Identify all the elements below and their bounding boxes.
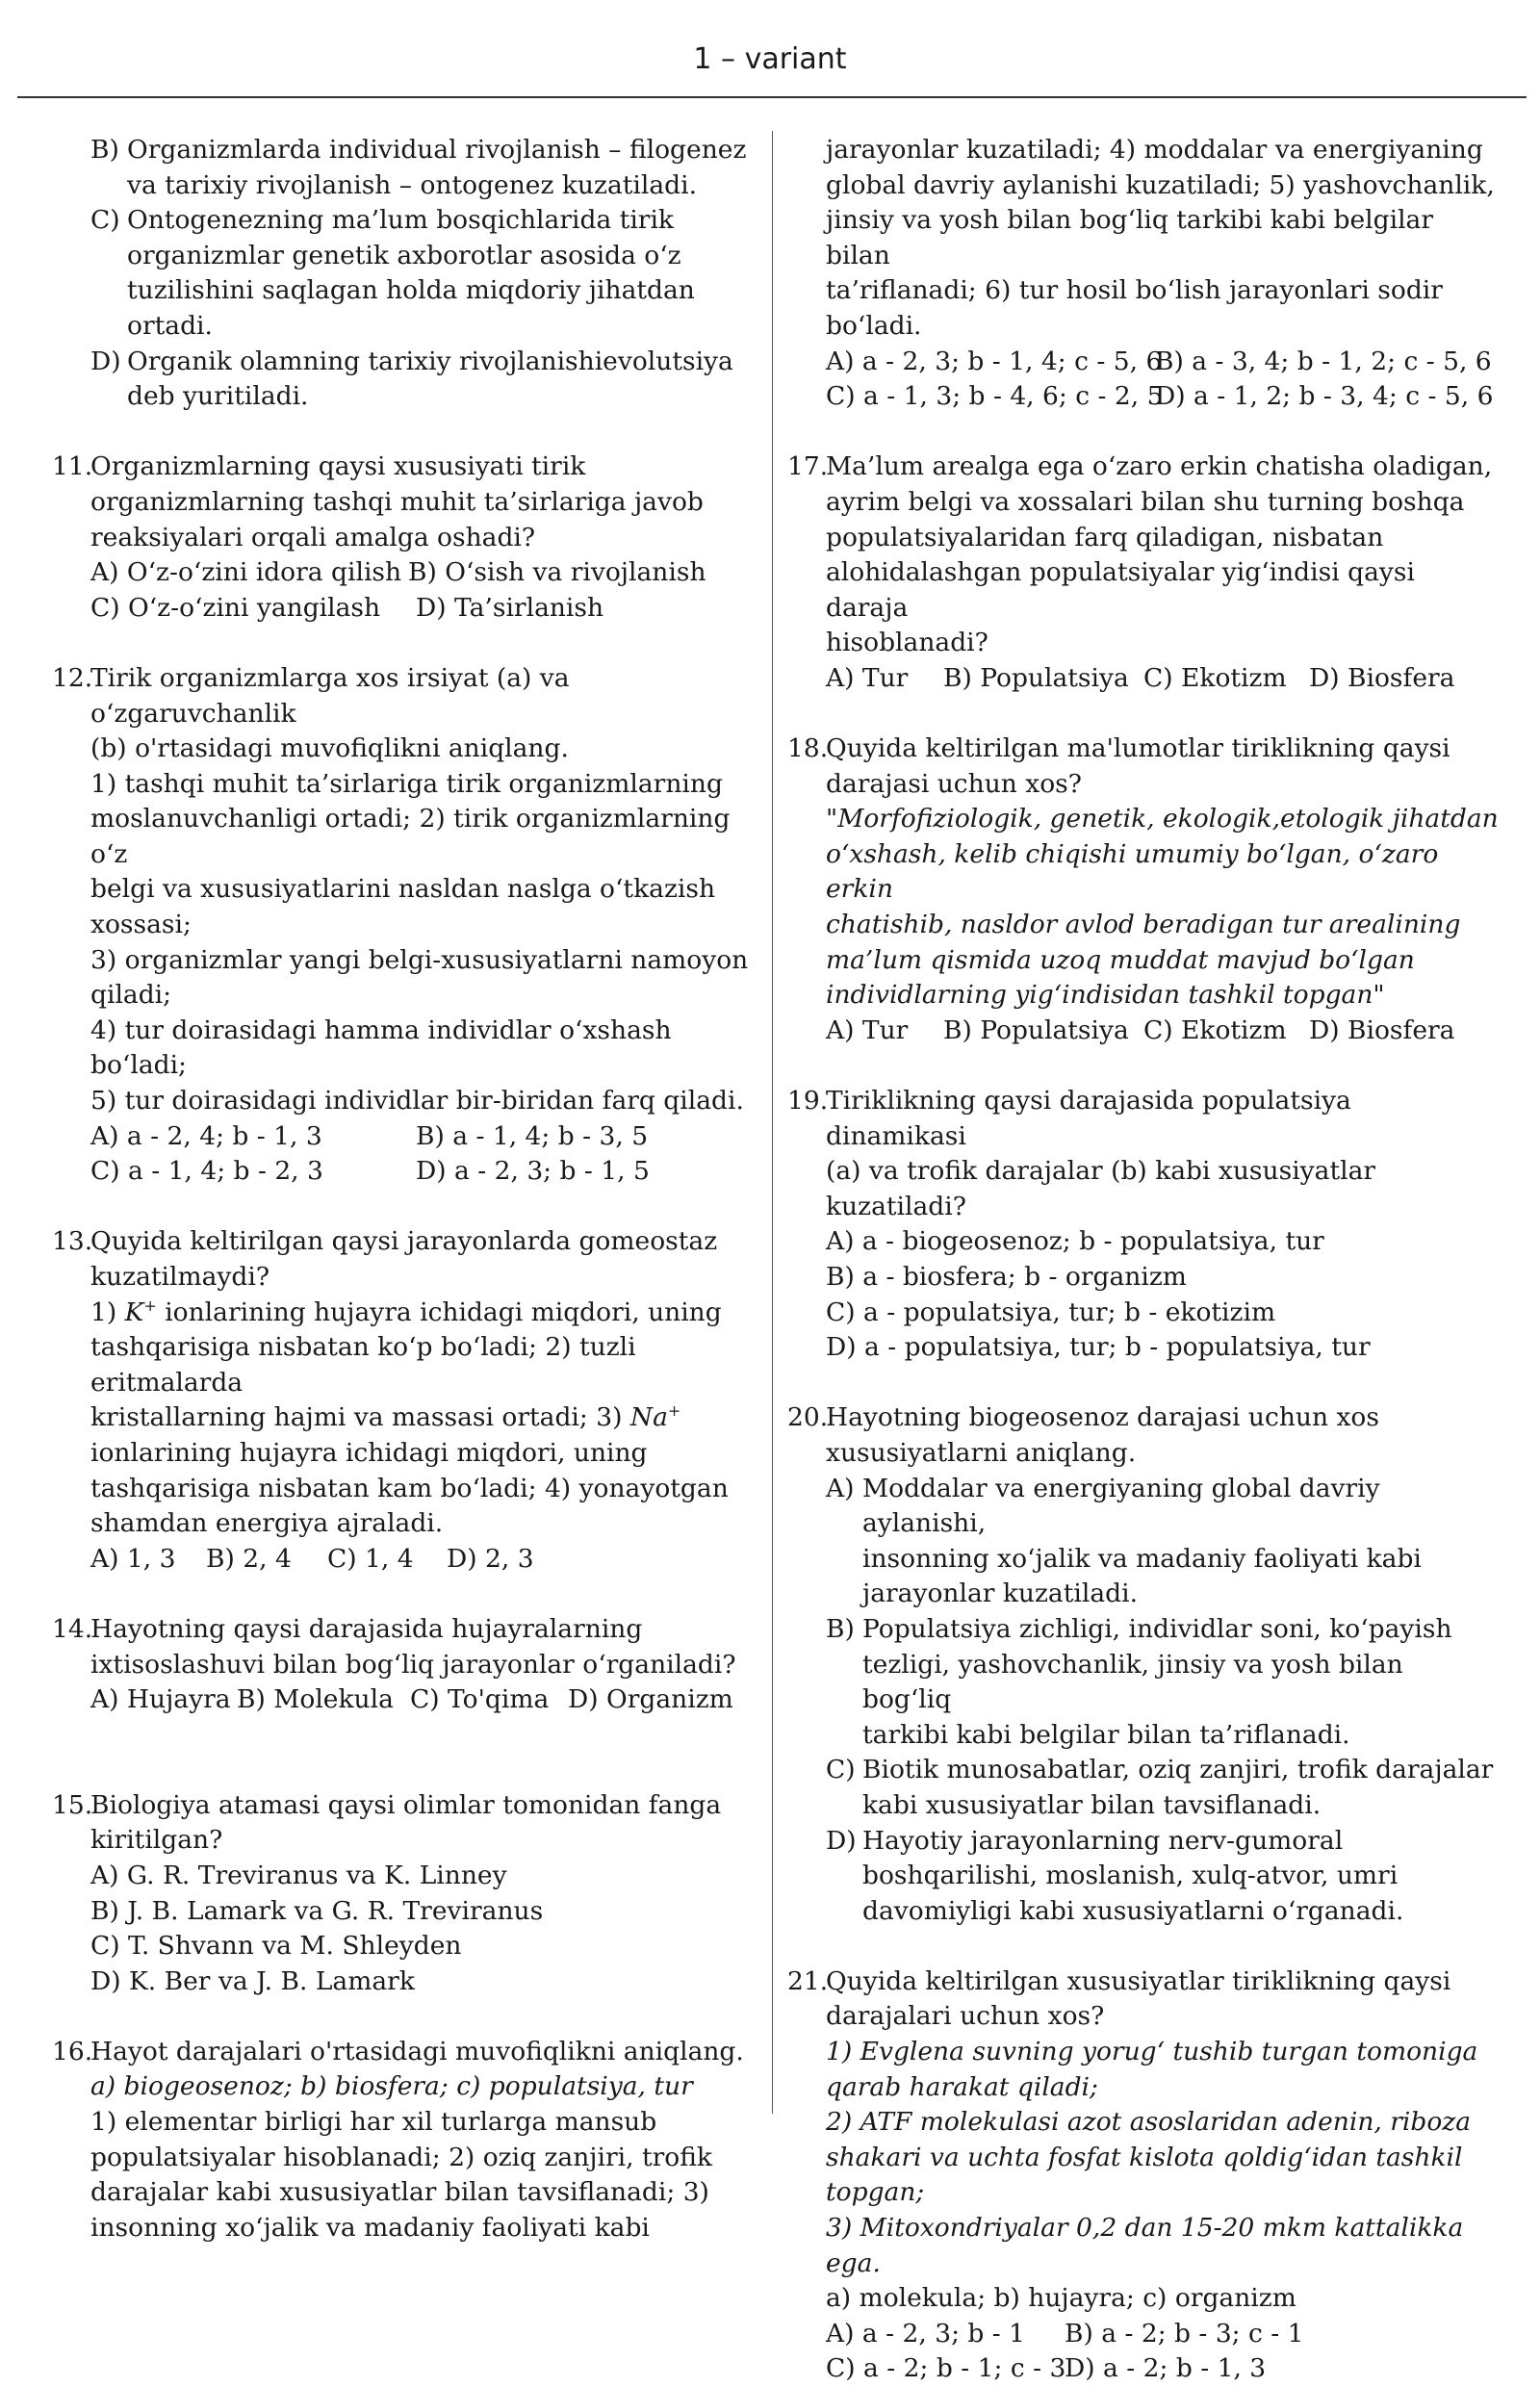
question-20: 20. Hayotning biogeosenoz darajasi uchun xos xususiyatlarni aniqlang. A) Moddalar va energiyaning global davriy aylanishi, insonning xo‘jalik va madaniy faoliyati kabi jarayonlar kuzatiladi. B) Populatsiya zichligi, individlar soni, ko‘payish tezligi, yashovchanlik, jinsiy va yosh bilan bog‘liq tarkibi kabi belgilar bilan ta’riflanadi. C) Biotik munosabatlar, oziq zanjiri, trofik darajalar kabi xususiyatlar bilan tavsiflanadi. D) Hayotiy jarayonlarning nerv-gumoral boshqarilishi, moslanish, xulq-atvor, umri davomiyligi kabi xususiyatlarni o‘rganadi. — [787, 1400, 1500, 1929]
answer-option[interactable]: C) T. Shvann va M. Shleyden — [90, 1931, 462, 1962]
answer-option[interactable]: A) O‘z-o‘zini idora qilish — [90, 557, 402, 588]
answer-option[interactable]: C) a - 1, 4; b - 2, 3 — [90, 1156, 323, 1187]
question-number: 19. — [787, 1086, 829, 1116]
question-number: 18. — [787, 733, 829, 764]
answer-option[interactable]: B) a - 3, 4; b - 1, 2; c - 5, 6 — [1155, 346, 1492, 376]
question-number: 20. — [787, 1402, 829, 1433]
answer-option[interactable]: B) Molekula — [237, 1684, 394, 1715]
question-10-continued — [52, 133, 755, 415]
answer-option[interactable]: D) a - 1, 2; b - 3, 4; c - 5, 6 — [1155, 381, 1494, 412]
sodium-symbol: Na — [629, 1402, 668, 1433]
answer-option[interactable]: B) a - 2; b - 3; c - 1 — [1065, 2318, 1304, 2348]
answer-option[interactable]: D) Biosfera — [1309, 662, 1455, 693]
answer-option[interactable]: C) Ekotizm — [1143, 662, 1287, 693]
answer-option[interactable]: D) Organizm — [568, 1684, 733, 1715]
potassium-symbol: K — [124, 1296, 144, 1327]
answer-option[interactable]: B) Populatsiya — [943, 1014, 1129, 1045]
question-15: 15. Biologiya atamasi qaysi olimlar tomonidan fanga kiritilgan? A) G. R. Treviranus va K. Linney B) J. B. Lamark va G. R. Treviranus C) T. Shvann va M. Shleyden D) K. Ber va J. B. Lamark — [52, 1788, 755, 2000]
answer-option[interactable]: D) Biosfera — [1309, 1014, 1455, 1045]
answer-option[interactable]: C) Ekotizm — [1143, 1014, 1287, 1045]
question-number: 21. — [787, 1965, 829, 1996]
question-13: 13. Quyida keltirilgan qaysi jarayonlarda gomeostaz kuzatilmaydi? 1) K+ ionlarining hujayra ichidagi miqdori, uning tashqarisiga nisbatan ko‘p bo‘ladi; 2) tuzli eritmalarda kristallarning hajmi va massasi ortadi; 3) Na+ ionlarining hujayra ichidagi miqdori, uning tashqarisiga nisbatan kam bo‘ladi; 4) yonayotgan shamdan energiya ajraladi. A) 1, 3 B) 2, 4 C) 1, 4 D) 2, 3 — [52, 1224, 755, 1577]
answer-option[interactable]: D) a - populatsiya, tur; b - populatsiya, tur — [826, 1332, 1371, 1363]
column-divider — [772, 131, 773, 2114]
answer-option[interactable]: B) a - 1, 4; b - 3, 5 — [416, 1120, 649, 1151]
answer-option[interactable]: C) 1, 4 — [327, 1543, 414, 1574]
question-number: 14. — [52, 1613, 93, 1644]
option-d: D) Organik olamning tarixiy rivojlanishievolutsiya deb yuritiladi. — [90, 346, 733, 412]
answer-option[interactable]: A) a - 2, 4; b - 1, 3 — [90, 1120, 322, 1151]
answer-option[interactable]: A) a - 2, 3; b - 1 — [826, 2318, 1026, 2348]
header-rule — [17, 96, 1527, 98]
answer-option[interactable]: A) Tur — [826, 1014, 909, 1045]
answer-option-a[interactable]: A) Moddalar va energiyaning global davriy aylanishi, insonning xo‘jalik va madaniy faoliyati kabi jarayonlar kuzatiladi. — [826, 1473, 1422, 1609]
question-14: 14. Hayotning qaysi darajasida hujayralarning ixtisoslashuvi bilan bog‘liq jarayonlar o‘rganiladi? A) Hujayra B) Molekula C) To'qima D) Organizm — [52, 1612, 755, 1718]
answer-option[interactable]: D) K. Ber va J. B. Lamark — [90, 1965, 415, 1996]
answer-option[interactable]: B) J. B. Lamark va G. R. Treviranus — [90, 1895, 544, 1926]
left-column — [52, 133, 755, 2246]
question-number: 12. — [52, 662, 93, 693]
answer-option[interactable]: A) Hujayra — [90, 1684, 231, 1715]
question-17: 17. Ma’lum arealga ega o‘zaro erkin chatisha oladigan, ayrim belgi va xossalari bilan shu turning boshqa populatsiyalaridan farq qiladigan, nisbatan alohidalashgan populatsiyalar yig‘indisi qaysi daraja hisoblanadi? A) Tur B) Populatsiya C) Ekotizm D) Biosfera — [787, 449, 1500, 696]
answer-option[interactable]: C) a - 1, 3; b - 4, 6; c - 2, 5 — [826, 381, 1164, 412]
question-18: 18. Quyida keltirilgan ma'lumotlar tiriklikning qaysi darajasi uchun xos? "Morfofiziologik, genetik, ekologik,etologik jihatdan o‘xshash, kelib chiqishi umumiy bo‘lgan, o‘zaro erkin chatishib, nasldor avlod beradigan tur arealining ma’lum qismida uzoq muddat mavjud bo‘lgan individlarning yig‘indisidan tashkil topgan" A) Tur B) Populatsiya C) Ekotizm D) Biosfera — [787, 732, 1500, 1048]
question-16: 16. Hayot darajalari o'rtasidagi muvofiqlikni aniqlang. a) biogeosenoz; b) biosfera; c) populatsiya, tur 1) elementar birligi har xil turlarga mansub populatsiyalar hisoblanadi; 2) oziq zanjiri, trofik darajalar kabi xususiyatlar bilan tavsiflanadi; 3) insonning xo‘jalik va madaniy faoliyati kabi — [52, 2036, 744, 2243]
answer-option[interactable]: A) 1, 3 — [90, 1543, 176, 1574]
answer-option[interactable]: A) G. R. Treviranus va K. Linney — [90, 1860, 507, 1890]
answer-option-b[interactable]: B) Populatsiya zichligi, individlar soni, ko‘payish tezligi, yashovchanlik, jinsiy va yosh bilan bog‘liq tarkibi kabi belgilar bilan ta’riflanadi. — [826, 1613, 1452, 1750]
question-number: 16. — [52, 2036, 93, 2066]
question-11: 11. Organizmlarning qaysi xususiyati tirik organizmlarning tashqi muhit ta’sirlariga javob reaksiyalari orqali amalga oshadi? A) O‘z-o‘zini idora qilish B) O‘sish va rivojlanish C) O‘z-o‘zini yangilash D) Ta’sirlanish — [52, 449, 755, 626]
question-16-continued: jarayonlar kuzatiladi; 4) moddalar va energiyaning global davriy aylanishi kuzatiladi; 5) yashovchanlik, jinsiy va yosh bilan bog‘liq tarkibi kabi belgilar bilan ta’riflanadi; 6) tur hosil bo‘lish jarayonlari sodir bo‘ladi. A) a - 2, 3; b - 1, 4; c - 5, 6 B) a - 3, 4; b - 1, 2; c - 5, 6 C) a - 1, 3; b - 4, 6; c - 2, 5 D) a - 1, 2; b - 3, 4; c - 5, 6 — [787, 133, 1500, 415]
answer-option[interactable]: A) a - biogeosenoz; b - populatsiya, tur — [826, 1226, 1324, 1257]
answer-option-d[interactable]: D) Hayotiy jarayonlarning nerv-gumoral boshqarilishi, moslanish, xulq-atvor, umri davomiyligi kabi xususiyatlarni o‘rganadi. — [826, 1825, 1404, 1926]
answer-option[interactable]: D) a - 2, 3; b - 1, 5 — [416, 1156, 650, 1187]
option-c: C) Ontogenezning ma’lum bosqichlarida tirik organizmlar genetik axborotlar asosida o‘z tuzilishini saqlagan holda miqdoriy jihatdan ortadi. — [90, 205, 695, 341]
right-column — [787, 133, 1500, 2387]
question-21: 21. Quyida keltirilgan xususiyatlar tiriklikning qaysi darajalari uchun xos? 1) Evglena suvning yorug‘ tushib turgan tomoniga qarab harakat qiladi; 2) ATF molekulasi azot asoslaridan adenin, riboza shakari va uchta fosfat kislota qoldig‘idan tashkil topgan; 3) Mitoxondriyalar 0,2 dan 15-20 mkm kattalikka ega. a) molekula; b) hujayra; c) organizm A) a - 2, 3; b - 1 B) a - 2; b - 3; c - 1 C) a - 2; b - 1; c - 3 D) a - 2; b - 1, 3 — [787, 1964, 1500, 2387]
answer-option[interactable]: C) a - 2; b - 1; c - 3 — [826, 2353, 1066, 2384]
question-number: 13. — [52, 1226, 93, 1257]
answer-option-c[interactable]: C) Biotik munosabatlar, oziq zanjiri, trofik darajalar kabi xususiyatlar bilan tavsiflanadi. — [826, 1755, 1494, 1820]
answer-option[interactable]: B) a - biosfera; b - organizm — [826, 1262, 1187, 1292]
answer-option[interactable]: A) Tur — [826, 662, 909, 693]
answer-option[interactable]: B) Populatsiya — [943, 662, 1129, 693]
question-12: 12. Tirik organizmlarga xos irsiyat (a) va o‘zgaruvchanlik (b) o'rtasidagi muvofiqlikni aniqlang. 1) tashqi muhit ta’sirlariga tirik organizmlarning moslanuvchanligi ortadi; 2) tirik organizmlarning o‘z belgi va xususiyatlarini nasldan naslga o‘tkazish xossasi; 3) organizmlar yangi belgi-xususiyatlarni namoyon qiladi; 4) tur doirasidagi hamma individlar o‘xshash bo‘ladi; 5) tur doirasidagi individlar bir-biridan farq qiladi. A) a - 2, 4; b - 1, 3 B) a - 1, 4; b - 3, 5 C) a - 1, 4; b - 2, 3 D) a - 2, 3; b - 1, 5 — [52, 661, 755, 1190]
question-19: 19. Tiriklikning qaysi darajasida populatsiya dinamikasi (a) va trofik darajalar (b) kabi xususiyatlar kuzatiladi? A) a - biogeosenoz; b - populatsiya, tur B) a - biosfera; b - organizm C) a - populatsiya, tur; b - ekotizim D) a - populatsiya, tur; b - populatsiya, tur — [787, 1084, 1500, 1366]
answer-option[interactable]: D) 2, 3 — [447, 1543, 534, 1574]
question-number: 17. — [787, 451, 829, 482]
answer-option[interactable]: B) 2, 4 — [206, 1543, 292, 1574]
answer-option[interactable]: A) a - 2, 3; b - 1, 4; c - 5, 6 — [826, 346, 1163, 376]
answer-option[interactable]: D) a - 2; b - 1, 3 — [1065, 2353, 1267, 2384]
answer-option[interactable]: C) To'qima — [410, 1684, 550, 1715]
answer-option[interactable]: C) a - populatsiya, tur; b - ekotizim — [826, 1296, 1276, 1327]
answer-option[interactable]: B) O‘sish va rivojlanish — [408, 557, 706, 588]
question-number: 11. — [52, 451, 93, 482]
question-number: 15. — [52, 1789, 93, 1820]
answer-option[interactable]: C) O‘z-o‘zini yangilash — [90, 592, 381, 623]
answer-option[interactable]: D) Ta’sirlanish — [416, 592, 604, 623]
option-b: B) Organizmlarda individual rivojlanish – filogenez va tarixiy rivojlanish – ontogenez kuzatiladi. — [90, 135, 747, 200]
page-header: 1 – variant — [693, 42, 847, 76]
